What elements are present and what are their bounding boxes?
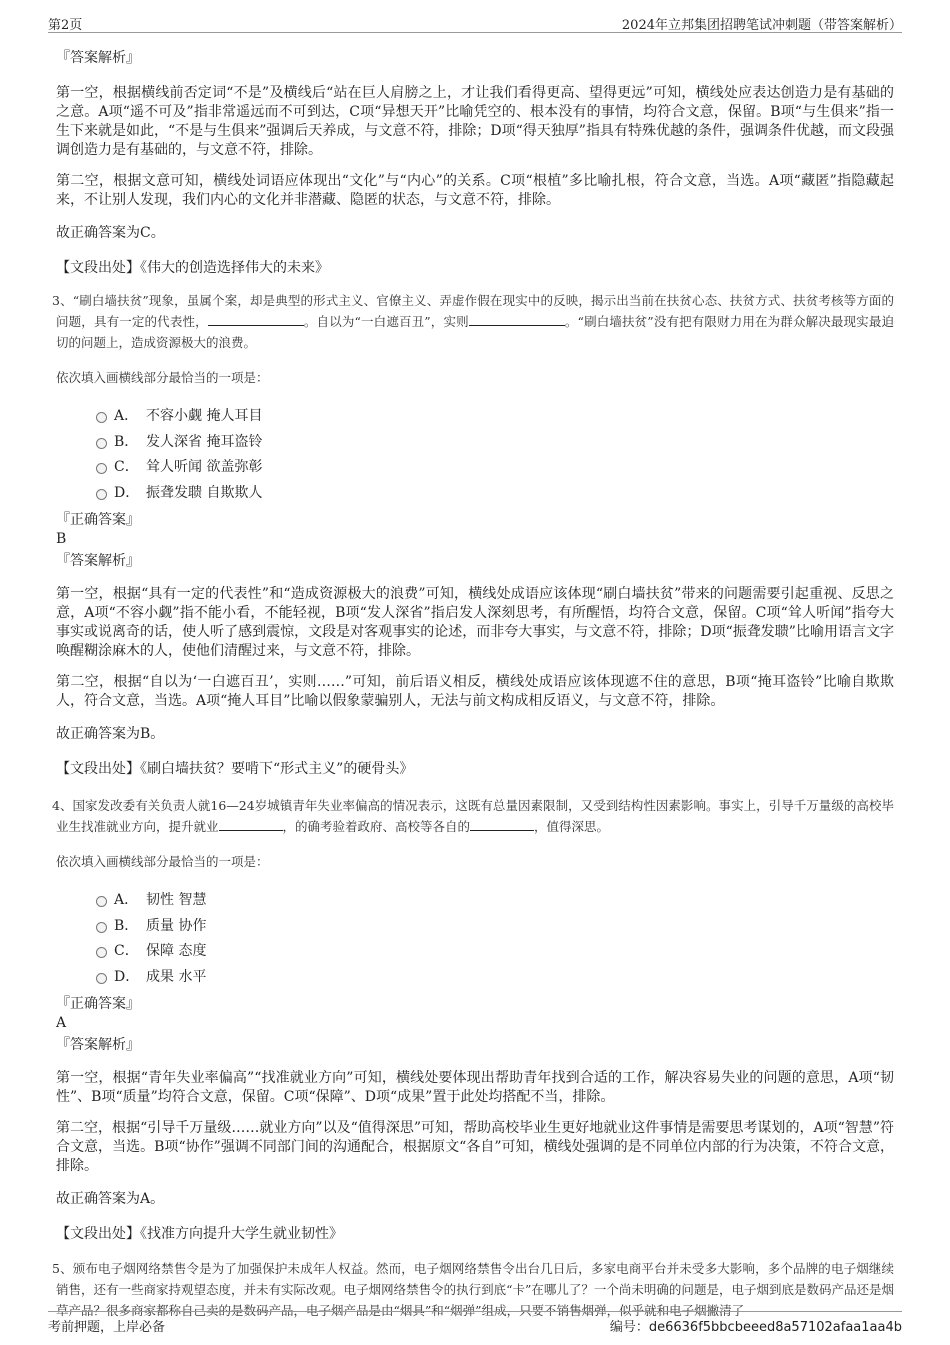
q3-options — [56, 404, 894, 506]
q4-blank-2 — [470, 817, 534, 831]
page-number: 第2页 — [48, 18, 83, 33]
q3-prompt: 依次填入画横线部分最恰当的一项是： — [56, 370, 269, 385]
q4-conclusion: 故正确答案为A。 — [56, 1191, 165, 1207]
q3-option-d[interactable]: D． 振聋发聩 自欺欺人 — [56, 481, 894, 507]
footer-code-label: 编号： — [609, 1320, 649, 1335]
q2-source: 【文段出处】《伟大的创造选择伟大的未来》 — [56, 260, 329, 276]
radio-icon[interactable] — [96, 412, 107, 423]
radio-icon[interactable] — [96, 438, 107, 449]
footer-code-value: de6636f5bbcbeeed8a57102afaa1aa4b — [648, 1320, 902, 1335]
q4-prompt: 依次填入画横线部分最恰当的一项是： — [56, 854, 269, 869]
q2-analysis-2: 第二空，根据文意可知，横线处词语应体现出“文化”与“内心”的关系。C项“根植”多比喻扎根，符合文意，当选。A项“藏匿”指隐藏起来，不让别人发现，我们内心的文化并非潜藏、隐匿的状态，与文意不符，排除。 — [56, 173, 894, 208]
page-footer — [48, 1311, 902, 1334]
page-header — [48, 12, 902, 33]
q2-conclusion: 故正确答案为C。 — [56, 225, 165, 241]
q4-analysis-2: 第二空，根据“引导千万量级……就业方向”以及“值得深思”可知，帮助高校毕业生更好地就业这件事情是需要思考谋划的，A项“智慧”符合文意，当选。B项“协作”强调不同部门间的沟通配合，根据原文“各自”可知，横线处强调的是不同单位内部的行为决策，不符合文意，排除。 — [56, 1120, 894, 1174]
q3-analysis-tag: 『答案解析』 — [56, 553, 140, 569]
q3-blank-2 — [469, 312, 565, 326]
radio-icon[interactable] — [96, 947, 107, 958]
q5-stem: 5、颁布电子烟网络禁售令是为了加强保护未成年人权益。然而，电子烟网络禁售令出台几日后，多家电商平台并未受多大影响，多个品牌的电子烟继续销售，还有一些商家持观望态度，并未有实际改观。电子烟网络禁售令的执行到底“卡”在哪儿了？一个尚未明确的问题是，电子烟到底是数码产品还是烟草产品？很多商家都称自己卖的是数码产品，电子烟产品是由“烟具”和“烟弹”组成，只要不销售烟弹，似乎就和电子烟撇清了 — [52, 1261, 894, 1318]
q3-analysis-1: 第一空，根据“具有一定的代表性”和“造成资源极大的浪费”可知，横线处成语应该体现“刷白墙扶贫”带来的问题需要引起重视、反思之意，A项“不容小觑”指不能小看，不能轻视，B项“发人深省”指启发人深刻思考，有所醒悟，均符合文意，保留。C项“耸人听闻”指夸大事实或说离奇的话，使人听了感到震惊，文段是对客观事实的论述，而非夸大事实，与文意不符，排除；D项“振聋发聩”比喻用语言文字唤醒糊涂麻木的人，使他们清醒过来，与文意不符，排除。 — [56, 586, 894, 659]
q4-analysis-1: 第一空，根据“青年失业率偏高”“找准就业方向”可知，横线处要体现出帮助青年找到合适的工作，解决容易失业的问题的意思，A项“韧性”、B项“质量”均符合文意，保留。C项“保障”、D项“成果”置于此处均搭配不当，排除。 — [56, 1070, 894, 1105]
main-content — [52, 44, 894, 1321]
radio-icon[interactable] — [96, 973, 107, 984]
q4-option-b[interactable]: B． 质量 协作 — [56, 914, 894, 940]
q4-analysis-tag: 『答案解析』 — [56, 1037, 140, 1053]
q3-conclusion: 故正确答案为B。 — [56, 726, 165, 742]
q4-option-a[interactable]: A． 韧性 智慧 — [56, 888, 894, 914]
footer-slogan: 考前押题，上岸必备 — [48, 1320, 166, 1335]
q2-analysis-1: 第一空，根据横线前否定词“不是”及横线后“站在巨人肩膀之上，才让我们看得更高、望得更远”可知，横线处应表达创造力是有基础的之意。A项“遥不可及”指非常遥远而不可到达，C项“异想天开”比喻凭空的、根本没有的事情，均符合文意，保留。B项“与生俱来”指一生下来就是如此，“不是与生俱来”强调后天养成，与文意不符，排除；D项“得天独厚”指具有特殊优越的条件，强调条件优越，而文段强调创造力是有基础的，与文意不符，排除。 — [56, 85, 894, 158]
q4-source: 【文段出处】《找准方向提升大学生就业韧性》 — [56, 1226, 343, 1242]
q2-analysis-tag: 『答案解析』 — [56, 50, 140, 66]
q3-analysis-2: 第二空，根据“自以为‘一白遮百丑’，实则……”可知，前后语义相反，横线处成语应该体现遮不住的意思，B项“掩耳盗铃”比喻自欺欺人，符合文意，当选。A项“掩人耳目”比喻以假象蒙骗别人，无法与前文构成相反语义，与文意不符，排除。 — [56, 674, 894, 709]
q4-options — [56, 888, 894, 990]
q3-source: 【文段出处】《刷白墙扶贫？要啃下“形式主义”的硬骨头》 — [56, 761, 414, 777]
q4-option-c[interactable]: C． 保障 态度 — [56, 939, 894, 965]
q4-option-d[interactable]: D． 成果 水平 — [56, 965, 894, 991]
q3-stem: 3、“刷白墙扶贫”现象，虽属个案，却是典型的形式主义、官僚主义、弄虚作假在现实中的反映，揭示出当前在扶贫心态、扶贫方式、扶贫考核等方面的问题，具有一定的代表性， 。自以为“一白遮百丑”，实则 。“刷白墙扶贫”没有把有限财力用在为群众解决最现实最迫切的问题上，造成资源极大的浪费。 — [52, 293, 894, 350]
radio-icon[interactable] — [96, 489, 107, 500]
radio-icon[interactable] — [96, 463, 107, 474]
q4-correct-tag: 『正确答案』 — [56, 996, 140, 1012]
radio-icon[interactable] — [96, 922, 107, 933]
q3-blank-1 — [208, 312, 304, 326]
radio-icon[interactable] — [96, 896, 107, 907]
q4-correct-answer: A — [56, 1015, 67, 1031]
q4-stem: 4、国家发改委有关负责人就16—24岁城镇青年失业率偏高的情况表示，这既有总量因素限制，又受到结构性因素影响。事实上，引导千万量级的高校毕业生找准就业方向，提升就业 ，的确考验着政府、高校等各自的 ，值得深思。 — [52, 798, 894, 834]
q3-option-b[interactable]: B． 发人深省 掩耳盗铃 — [56, 430, 894, 456]
document-title: 2024年立邦集团招聘笔试冲刺题（带答案解析） — [621, 18, 902, 33]
q3-correct-answer: B — [56, 531, 67, 547]
q3-option-c[interactable]: C． 耸人听闻 欲盖弥彰 — [56, 455, 894, 481]
q4-blank-1 — [219, 817, 283, 831]
q3-correct-tag: 『正确答案』 — [56, 512, 140, 528]
q3-option-a[interactable]: A． 不容小觑 掩人耳目 — [56, 404, 894, 430]
footer-code — [610, 1316, 902, 1335]
